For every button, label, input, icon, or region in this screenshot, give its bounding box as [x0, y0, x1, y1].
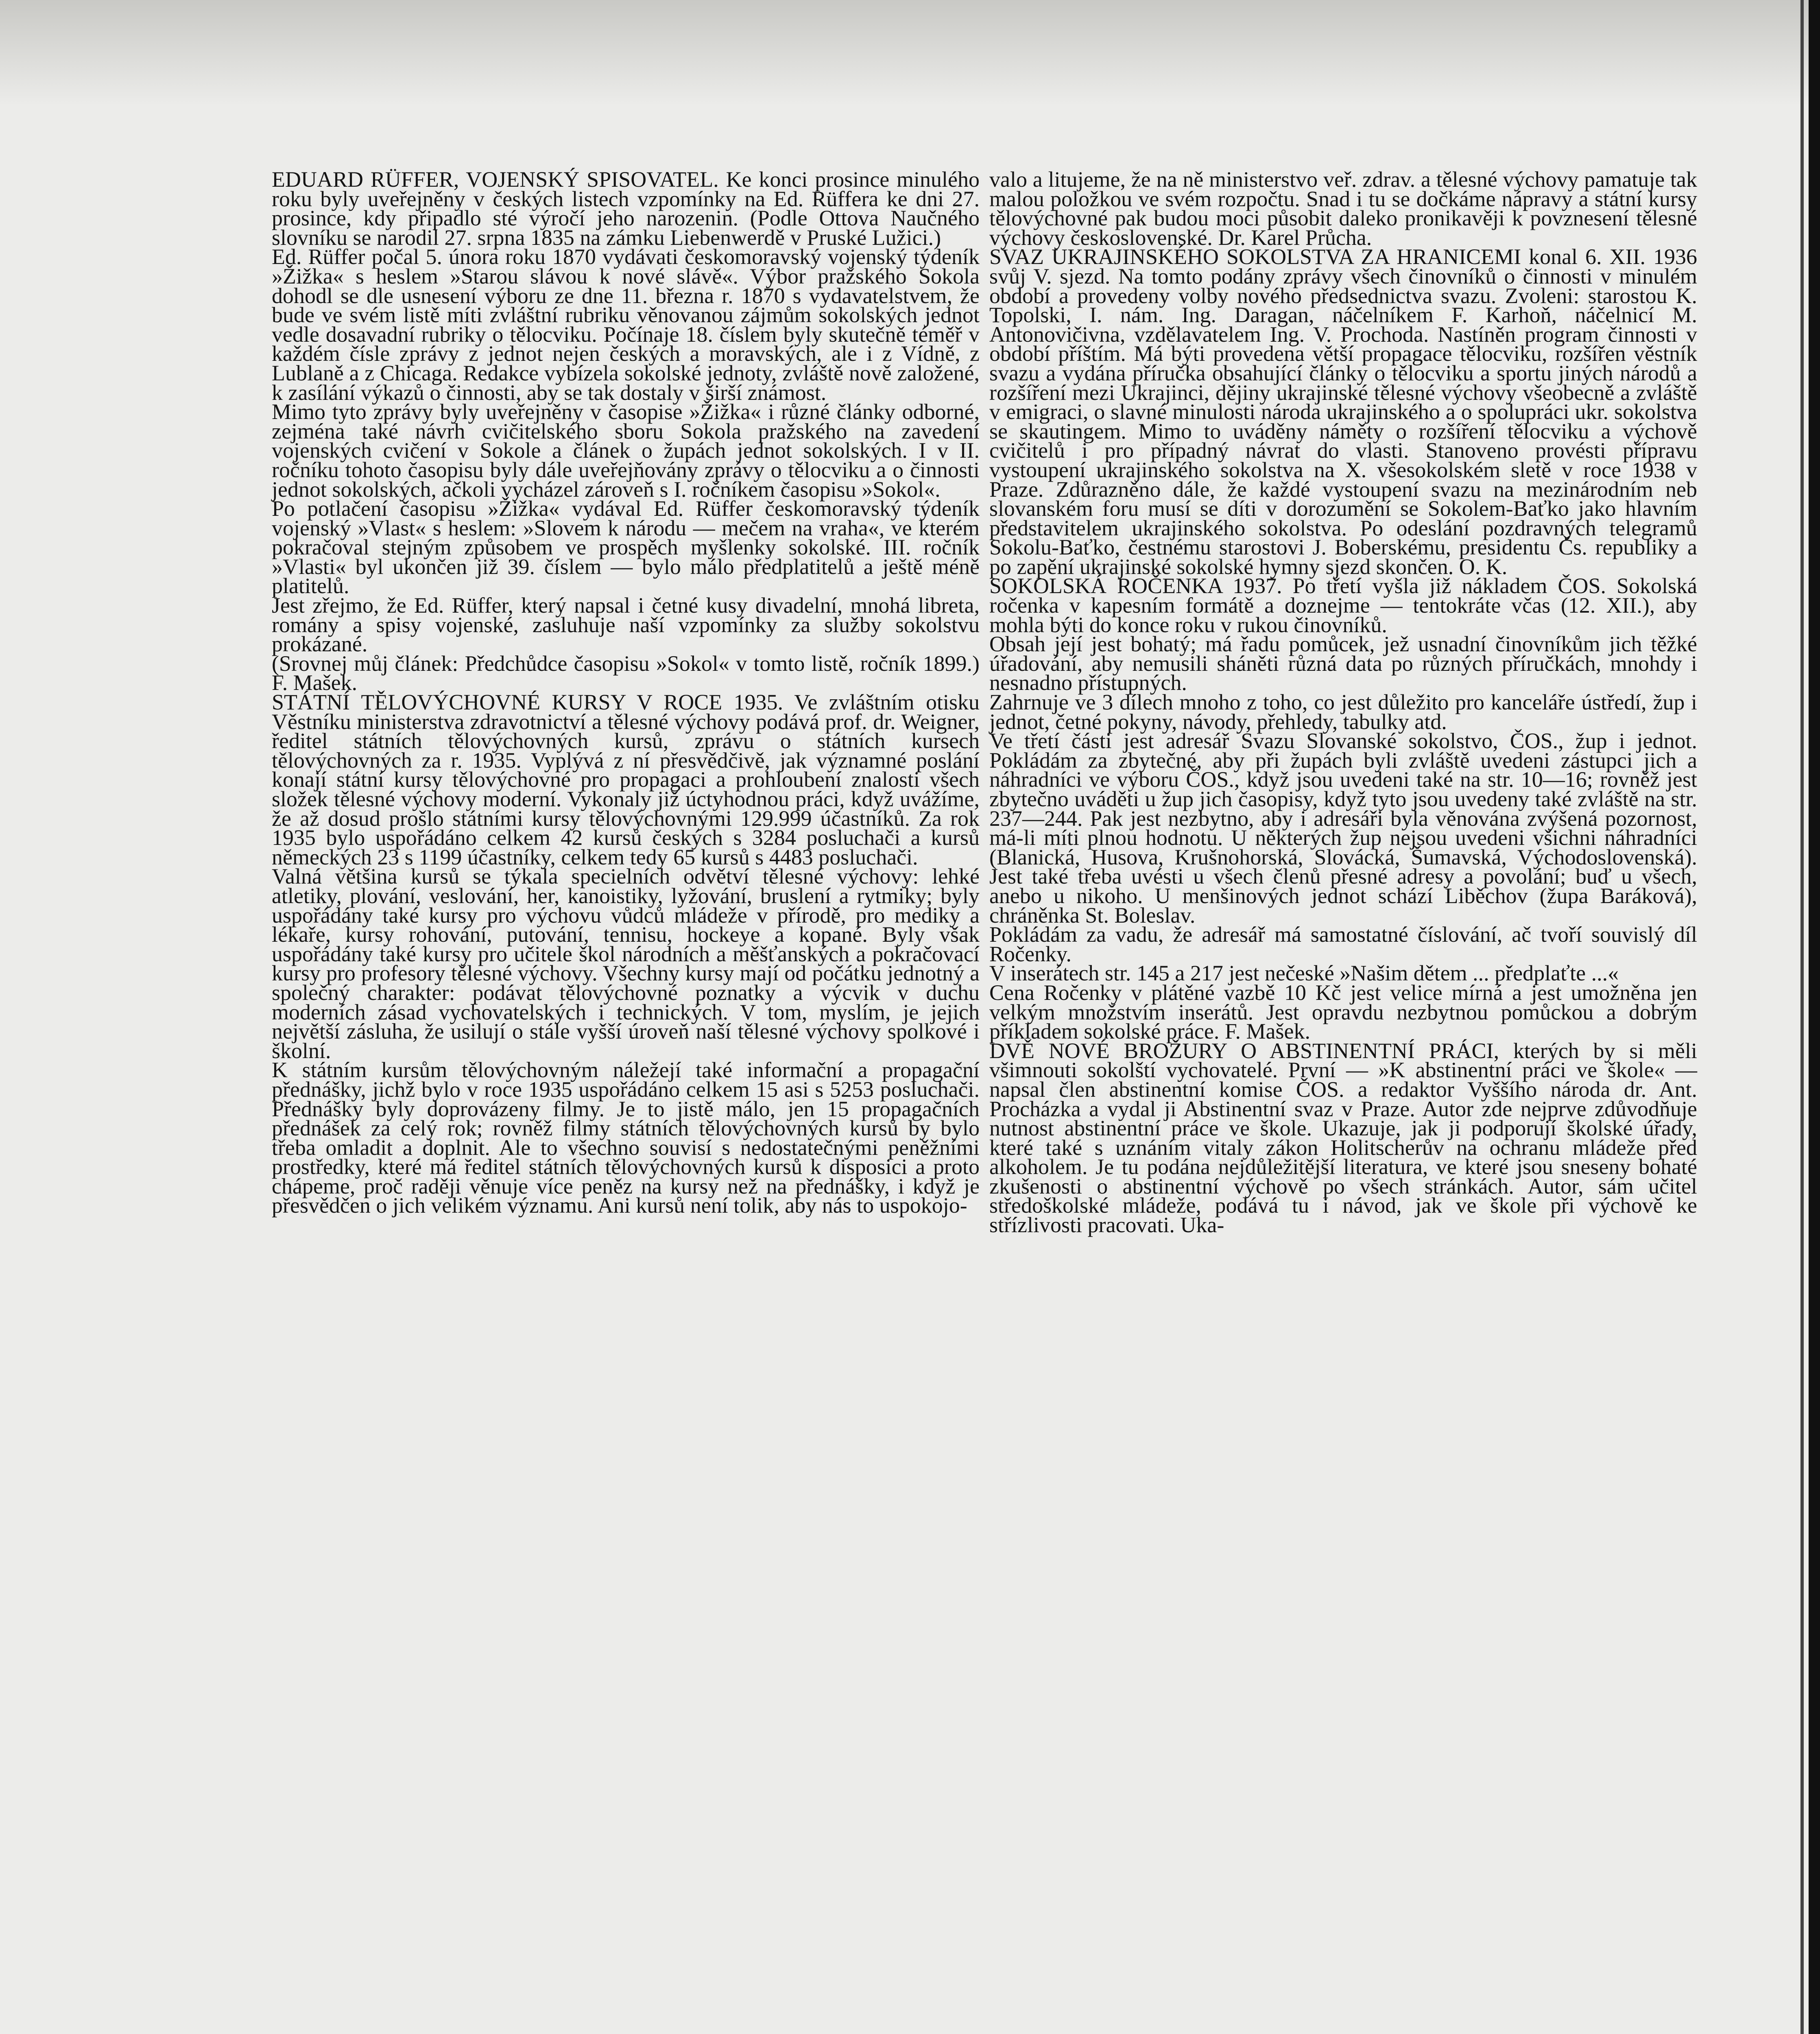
- article-ruffer-paragraph: Ed. Rüffer počal 5. února roku 1870 vydávati českomoravský vojenský týdeník »Žižka« s heslem »Starou slávou k nové slávě«. Výbor pražského Sokola dohodl se dle usnesení výboru ze dne 11. března r. 1870 s vydavatelstvem, že bude ve svém listě míti zvláštní rubriku věnovanou zájmům sokolských jednot vedle dosavadní rubriky o tělocviku. Počínaje 18. číslem byly skutečně téměř v každém čísle zprávy z jednot nejen českých a moravských, ale i z Vídně, z Lublaně a z Chicaga. Redakce vybízela sokolské jednoty, zvláště nově založené, k zasílání výkazů o činnosti, aby se tak dostaly v širší známost.: [272, 244, 980, 405]
- article-rocenka-paragraph: Ve třetí části jest adresář Svazu Slovanské sokolstvo, ČOS., žup i jednot. Pokládám za zbytečné, aby při župách byli zvláště uvedeni zástupci jich a náhradníci ve výboru ČOS., když jsou uvedeni také na str. 10—16; rovněž jest zbytečno uváděti u žup jich časopisy, když tyto jsou uvedeny také zvláště na str. 237—244. Pak jest nezbytno, aby i adresáři byla věnována zvýšená pozornost, má-li míti plnou hodnotu. U některých žup nejsou uvedeni všichni náhradníci (Blanická, Husova, Krušnohorská, Slovácká, Šumavská, Východoslovenská). Jest také třeba uvésti u všech členů přesné adresy a povolání; buď u všech, anebo u nikoho. U menšinových jednot schází Liběchov (župa Baráková), chráněnka St. Boleslav.: [989, 729, 1697, 928]
- scan-edge-line: [1800, 0, 1804, 2034]
- right-column: [989, 167, 1697, 1237]
- article-kursy-paragraph: Valná většina kursů se týkala specielních odvětví tělesné výchovy: lehké atletiky, plování, veslování, her, kanoistiky, lyžování, bruslení a rytmiky; byly uspořádány také kursy pro výchovu vůdců mládeže v přírodě, pro mediky a lékaře, kursy rohování, putování, tennisu, hockeye a kopané. Byly však uspořádány také kursy pro učitele škol národních a měšťanských a pokračovací kursy pro profesory tělesné výchovy. Všechny kursy mají od počátku jednotný a společný charakter: podávat tělovýchovné poznatky a výcvik v duchu moderních zásad vychovatelských i technických. V tom, myslím, je jejich největší zásluha, že usilují o stále vyšší úroveň naší tělesné výchovy spolkové i školní.: [272, 864, 980, 1063]
- article-rocenka-paragraph: Zahrnuje ve 3 dílech mnoho z toho, co jest důležito pro kanceláře ústředí, žup i jednot, četné pokyny, návody, přehledy, tabulky atd.: [989, 690, 1697, 734]
- article-ruffer-intro: EDUARD RÜFFER, VOJENSKÝ SPISOVATEL. Ke konci prosince minulého roku byly uveřejněny v českých listech vzpomínky na Ed. Rüffera ke dni 27. prosince, kdy připadlo sté výročí jeho narozenin. (Podle Ottova Naučného slovníku se narodil 27. srpna 1835 na zámku Liebenwerdě v Pruské Lužici.): [272, 167, 980, 250]
- article-rocenka-closing: Cena Ročenky v plátěné vazbě 10 Kč jest velice mírná a jest umožněna jen velkým množstvím inserátů. Jest opravdu nezbytnou pomůckou a dobrým příkladem sokolské práce. F. Mašek.: [989, 980, 1697, 1044]
- article-svaz-ukrajinskeho: SVAZ UKRAJINSKÉHO SOKOLSTVA ZA HRANICEMI konal 6. XII. 1936 svůj V. sjezd. Na tomto podány zprávy všech činovníků o činnosti v minulém období a provedeny volby nového předsednictva svazu. Zvoleni: starostou K. Topolski, I. nám. Ing. Daragan, náčelníkem F. Karhoň, náčelnicí M. Antonovičivna, vzdělavatelem Ing. V. Prochoda. Nastíněn program činnosti v období příštím. Má býti provedena větší propagace tělocviku, rozšířen věstník svazu a vydána příručka obsahující články o tělocviku a sportu jiných národů a rozšíření mezi Ukrajinci, dějiny ukrajinské tělesné výchovy všeobecně a zvláště v emigraci, o slavné minulosti národa ukrajinského a o spolupráci ukr. sokolstva se skautingem. Mimo to uváděny náměty o rozšíření tělocviku a výchově cvičitelů i pro případný návrat do vlasti. Stanoveno provésti přípravu vystoupení ukrajinského sokolstva na X. všesokolském sletě v roce 1938 v Praze. Zdůrazněno dále, že každé vystoupení svazu na mezinárodním neb slovanském foru musí se díti v dorozumění se Sokolem-Baťko jako hlavním představitelem ukrajinského sokolstva. Po odeslání pozdravných telegramů Sokolu-Baťko, čestnému starostovi J. Boberskému, presidentu Čs. republiky a po zapění ukrajinské sokolské hymny sjezd skončen. O. K.: [989, 244, 1697, 579]
- article-ruffer-paragraph: Jest zřejmo, že Ed. Rüffer, který napsal i četné kusy divadelní, mnohá libreta, romány a spisy vojenské, zasluhuje naší vzpomínky za služby sokolstvu prokázané.: [272, 593, 980, 657]
- scan-edge-right: [1809, 0, 1820, 2034]
- scan-shadow-top: [0, 0, 1820, 106]
- article-rocenka-intro: SOKOLSKÁ ROČENKA 1937. Po třetí vyšla již nákladem ČOS. Sokolská ročenka v kapesním formátě a doznejme — tentokráte včas (12. XII.), aby mohla býti do konce roku v rukou činovníků.: [989, 574, 1697, 637]
- article-kursy-continuation: valo a litujeme, že na ně ministerstvo veř. zdrav. a tělesné výchovy pamatuje tak malou položkou ve svém rozpočtu. Snad i tu se dočkáme nápravy a státní kursy tělovýchovné pak budou moci působit daleko pronikavěji k povznesení tělesné výchovy československé. Dr. Karel Průcha.: [989, 167, 1697, 250]
- article-kursy-intro: STÁTNÍ TĚLOVÝCHOVNÉ KURSY V ROCE 1935. Ve zvláštním otisku Věstníku ministerstva zdravotnictví a tělesné výchovy podává prof. dr. Weigner, ředitel státních tělovýchovných kursů, zprávu o státních kursech tělovýchovných za r. 1935. Vyplývá z ní přesvědčivě, jak významné poslání konají státní kursy tělovýchovné pro propagaci a prohloubení znalosti všech složek tělesné výchovy moderní. Vykonaly již úctyhodnou práci, když uvážíme, že až dosud prošlo státními kursy tělovýchovnými 129.999 účastníků. Za rok 1935 bylo uspořádáno celkem 42 kursů českých s 3284 posluchači a kursů německých 23 s 1199 účastníky, celkem tedy 65 kursů s 4483 posluchači.: [272, 690, 980, 869]
- left-column: [272, 167, 980, 1218]
- article-kursy-paragraph: K státním kursům tělovýchovným náležejí také informační a propagační přednášky, jichž bylo v roce 1935 uspořádáno celkem 15 asi s 5253 posluchači. Přednášky byly doprovázeny filmy. Je to jistě málo, jen 15 propagačních přednášek za celý rok; rovněž filmy státních tělovýchovných kursů by bylo třeba omladit a doplnit. Ale to všechno souvisí s nedostatečnými peněžními prostředky, které má ředitel státních tělovýchovných kursů k disposici a proto chápeme, proč raději věnuje více peněz na kursy než na přednášky, i když je přesvědčen o jich velikém významu. Ani kursů není tolik, aby nás to uspokojo-: [272, 1058, 980, 1218]
- article-ruffer-paragraph: Mimo tyto zprávy byly uveřejněny v časopise »Žižka« i různé články odborné, zejména také návrh cvičitelského sboru Sokola pražského na zavedení vojenských cvičení v Sokole a článek o župách jednot sokolských. I v II. ročníku tohoto časopisu byly dále uveřejňovány zprávy o tělocviku a o činnosti jednot sokolských, ačkoli vycházel zároveň s I. ročníkem časopisu »Sokol«.: [272, 399, 980, 502]
- article-rocenka-paragraph: V inserátech str. 145 a 217 jest nečeské »Našim dětem ... předplaťte ...«: [989, 961, 1619, 986]
- article-brozury: DVĚ NOVÉ BROŽURY O ABSTINENTNÍ PRÁCI, kterých by si měli všimnouti sokolští vychovatelé. První — »K abstinentní práci ve škole« — napsal člen abstinentní komise ČOS. a redaktor Vyššího národa dr. Ant. Procházka a vydal ji Abstinentní svaz v Praze. Autor zde nejprve zdůvodňuje nutnost abstinentní práce ve škole. Ukazuje, jak ji podporují školské úřady, které také s uznáním vitaly zákon Holitscherův na ochranu mládeže před alkoholem. Je tu podána nejdůležitější literatura, ve které jsou sneseny bohaté zkušenosti o abstinentní výchově po všech stránkách. Autor, sám učitel středoškolské mládeže, podává tu i návod, jak ve škole při výchově ke střízlivosti pracovati. Uka-: [989, 1038, 1697, 1237]
- article-ruffer-paragraph: Po potlačení časopisu »Žižka« vydával Ed. Rüffer českomoravský týdeník vojenský »Vlast« s heslem: »Slovem k národu — mečem na vraha«, ve kterém pokračoval stejným způsobem ve prospěch myšlenky sokolské. III. ročník »Vlasti« byl ukončen již 39. číslem — bylo málo předplatitelů a ještě méně platitelů.: [272, 496, 980, 598]
- article-rocenka-paragraph: Obsah její jest bohatý; má řadu pomůcek, jež usnadní činovníkům jich těžké úřadování, aby nemusili sháněti různá data po různých příručkách, mnohdy i nesnadno přístupných.: [989, 632, 1697, 695]
- article-ruffer-reference: (Srovnej můj článek: Předchůdce časopisu »Sokol« v tomto listě, ročník 1899.) F. Mašek.: [272, 651, 980, 695]
- article-rocenka-paragraph: Pokládám za vadu, že adresář má samostatné číslování, ač tvoří souvislý díl Ročenky.: [989, 922, 1697, 966]
